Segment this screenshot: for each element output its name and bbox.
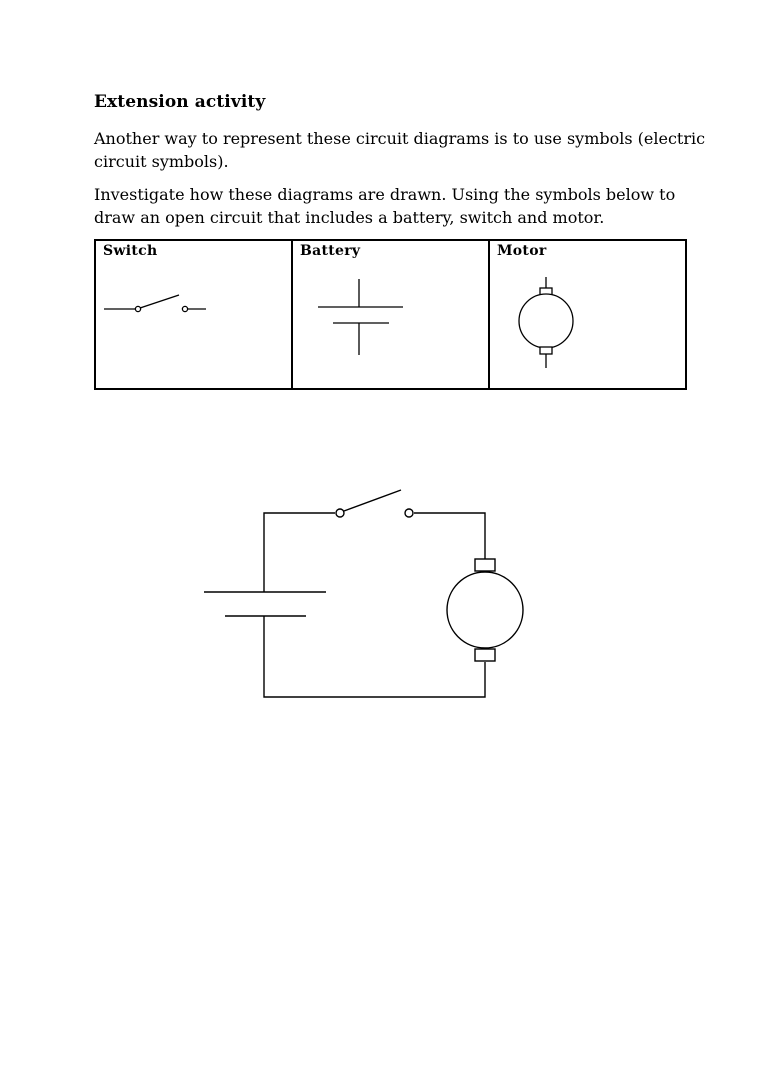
instructions-paragraph: Investigate how these diagrams are drawn. Using the symbols below to draw an open circuit that includes a battery, switch and motor.: [94, 185, 676, 227]
switch-symbol-icon: [96, 241, 292, 389]
section-heading: Extension activity: [94, 92, 266, 112]
switch-cell: [95, 240, 292, 389]
circuit-switch-icon: [336, 490, 413, 517]
switch-label: Switch: [103, 243, 158, 259]
circuit-motor-icon: [447, 559, 523, 661]
battery-cell: [292, 240, 489, 389]
motor-label: Motor: [497, 243, 547, 259]
circuit-battery-icon: [204, 592, 326, 616]
intro-paragraph: Another way to represent these circuit diagrams is to use symbols (electric circuit symbols).: [94, 129, 706, 171]
symbols-table: [94, 239, 687, 390]
battery-symbol-icon: [293, 241, 489, 389]
battery-label: Battery: [300, 243, 361, 259]
open-circuit-diagram: [195, 480, 535, 710]
motor-symbol-icon: [490, 241, 686, 389]
motor-cell: [489, 240, 686, 389]
